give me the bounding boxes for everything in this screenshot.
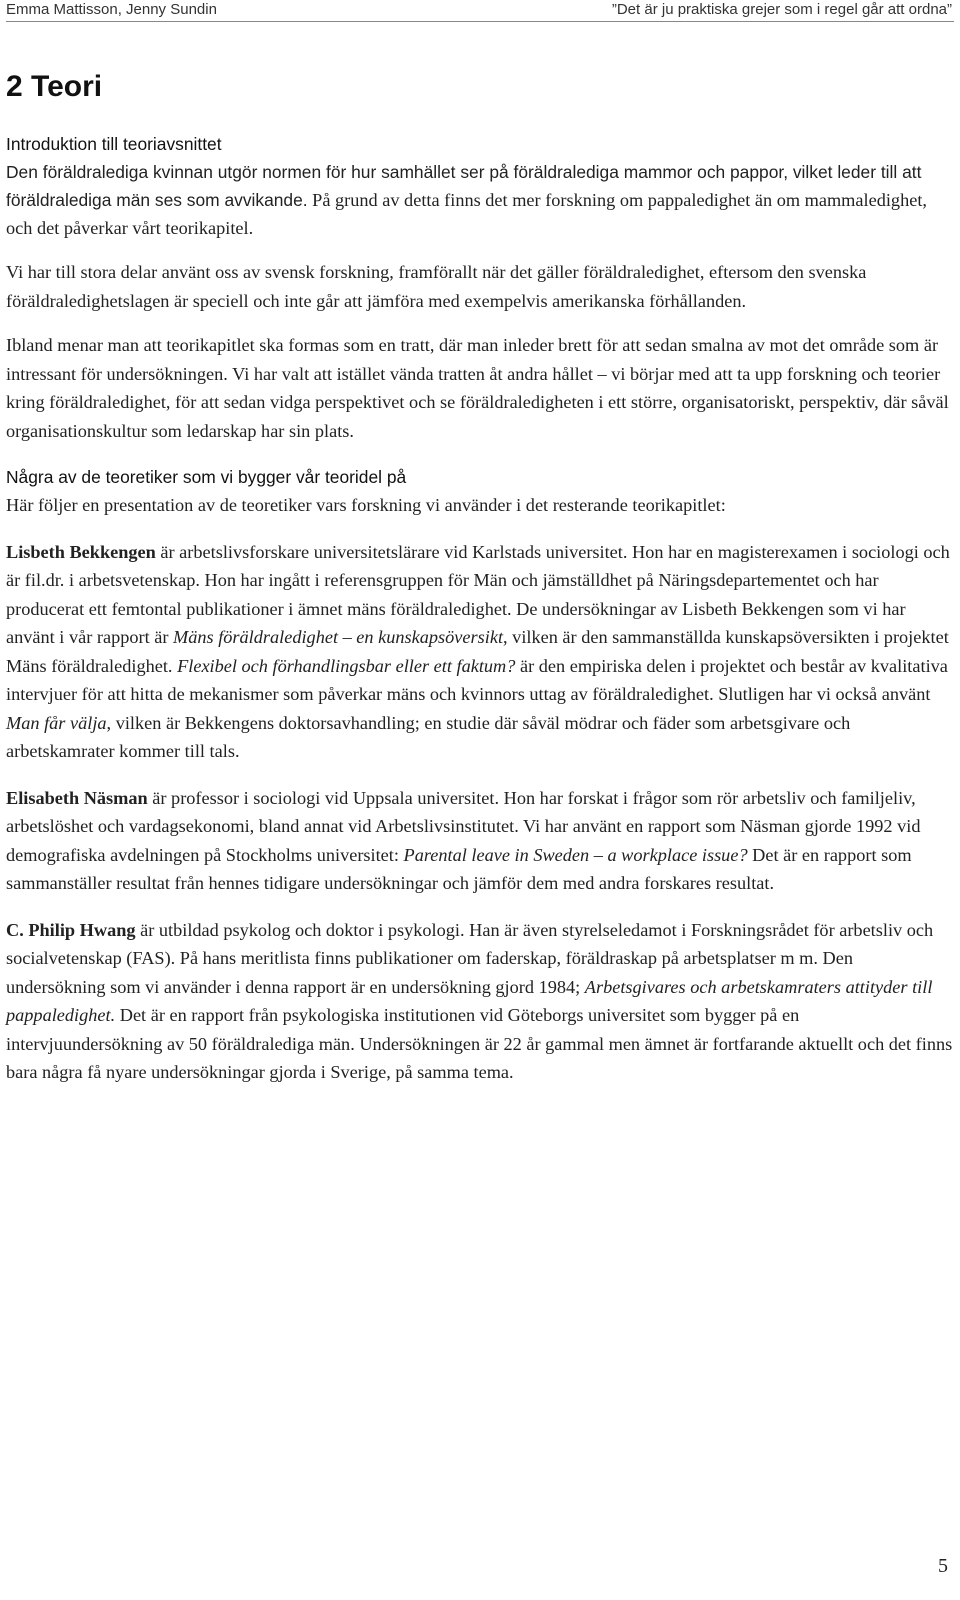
- running-header: [0, 0, 960, 24]
- intro-paragraph-3-a: Ibland menar man att teorikapitlet ska formas som en tratt, där man inleder brett för att sedan smalna av mot det område som är intressant för undersökningen.: [6, 335, 939, 384]
- nasman-text-1: är professor i sociologi vid Uppsala universitet. Hon har forskat i frågor som rör arbetsliv och familjeliv, arbetslöshet och vardagsekonomi, bland annat vid Arbetslivsinstitutet. Vi har använt en rapport som Näsman gjorde 1992 vid demografiska avdelningen på Stockholms universitet:: [6, 787, 921, 865]
- hwang-name: C. Philip Hwang: [6, 919, 136, 940]
- bekkengen-paragraph: [6, 538, 954, 766]
- intro-paragraph-1: [6, 158, 954, 242]
- header-title: ”Det är ju praktiska grejer som i regel går att ordna”: [611, 1, 952, 18]
- intro-paragraph-1-serif: På grund av detta finns det mer forskning om pappaledighet än om mammaledighet, och det påverkar vårt teorikapitel.: [6, 190, 927, 238]
- spacer: [6, 445, 954, 463]
- spacer: [6, 315, 954, 331]
- header-authors: Emma Mattisson, Jenny Sundin: [6, 1, 217, 18]
- header-divider: [6, 21, 954, 22]
- bekkengen-text-5: , vilken är Bekkengens doktorsavhandling; en studie där såväl mödrar och fäder som arbetsgivare och arbetskamrater kommer till tals.: [6, 712, 851, 761]
- intro-subheading: Introduktion till teoriavsnittet: [6, 134, 222, 154]
- hwang-text-2: Det är en rapport från psykologiska institutionen vid Göteborgs universitet som bygger på en intervjuundersökning av 50 föräldralediga män. Undersökningen är 22 år gammal men ämnet är fortfarande aktuellt och det finns bara några få nyare undersökningar gjorda i Sverige, på samma tema.: [6, 1005, 953, 1082]
- intro-paragraph-3: [6, 331, 954, 445]
- bekkengen-work-1: Mäns föräldraledighet – en kunskapsöversikt: [173, 627, 504, 647]
- intro-paragraph-1-sans: Den föräldralediga kvinnan utgör normen för hur samhället ser på föräldralediga mammor och pappor, vilket leder till att föräldralediga män ses som avvikande.: [6, 162, 922, 210]
- bekkengen-work-2: Flexibel och förhandlingsbar eller ett faktum?: [177, 655, 516, 676]
- nasman-work-1: Parental leave in Sweden – a workplace issue?: [403, 844, 748, 865]
- hwang-paragraph: [6, 916, 954, 1087]
- spacer: [6, 766, 954, 784]
- chapter-heading: 2 Teori: [6, 70, 103, 103]
- bekkengen-name: Lisbeth Bekkengen: [6, 541, 156, 562]
- intro-paragraph-2: Vi har till stora delar använt oss av svensk forskning, framförallt när det gäller föräldraledighet, eftersom den svenska föräldraledighetslagen är speciell och inte går att jämföra med exempelvis amerikanska förhållanden.: [6, 262, 867, 311]
- page-content: [6, 64, 954, 1087]
- spacer: [6, 898, 954, 916]
- nasman-text-2: Det är en rapport som sammanställer resultat från hennes tidigare undersökningar och jämför dem med andra forskares resultat.: [6, 844, 912, 893]
- spacer: [6, 520, 954, 538]
- bekkengen-text-4: är den empiriska delen i projektet och består av kvalitativa intervjuer för att hitta de mekanismer som påverkar mäns och kvinnors uttag av föräldraledighet. Slutligen har vi också använt: [6, 655, 948, 704]
- page-number: 5: [938, 1555, 948, 1577]
- bekkengen-text-2: Hon har ingått i referensgruppen för Män och jämställdhet på Näringsdepartementet och har producerat ett femtontal publikationer i ämnet mäns föräldraledighet. De undersökningar av Lisbeth Bekkengen som vi har använt i vår rapport är: [6, 570, 906, 647]
- nasman-paragraph: [6, 784, 954, 898]
- spacer: [6, 242, 954, 258]
- bekkengen-text-3: , vilken är den sammanställda kunskapsöversikten i projektet Mäns föräldraledighet.: [6, 627, 949, 676]
- hwang-text-1: är utbildad psykolog och doktor i psykologi. Han är även styrelseledamot i Forskningsrådet för arbetsliv och socialvetenskap (FAS). På hans meritlista finns publikationer om faderskap, föräldraskap på arbetsplatser m m. Den undersökning som vi använder i denna rapport är en undersökning gjord 1984;: [6, 919, 934, 997]
- intro-paragraph-3-b: Vi har valt att istället vända tratten åt andra hållet – vi börjar med att ta upp forskning och teorier kring föräldraledighet, för att sedan vidga perspektivet och se föräldraledigheten i ett större, organisatoriskt, perspektiv, där såväl organisationskultur som ledarskap har sin plats.: [6, 363, 949, 441]
- nasman-name: Elisabeth Näsman: [6, 787, 148, 808]
- bekkengen-text-1: är arbetslivsforskare universitetslärare vid Karlstads universitet. Hon har en magisterexamen i sociologi och är fil.dr. i arbetsvetenskap.: [6, 541, 950, 590]
- theorists-subheading: Några av de teoretiker som vi bygger vår teoridel på: [6, 467, 407, 487]
- theorists-intro: Här följer en presentation av de teoretiker vars forskning vi använder i det resterande teorikapitlet:: [6, 495, 726, 515]
- bekkengen-work-3: Man får välja: [6, 712, 107, 733]
- hwang-work-1: Arbetsgivares och arbetskamraters attityder till pappaledighet.: [6, 976, 933, 1025]
